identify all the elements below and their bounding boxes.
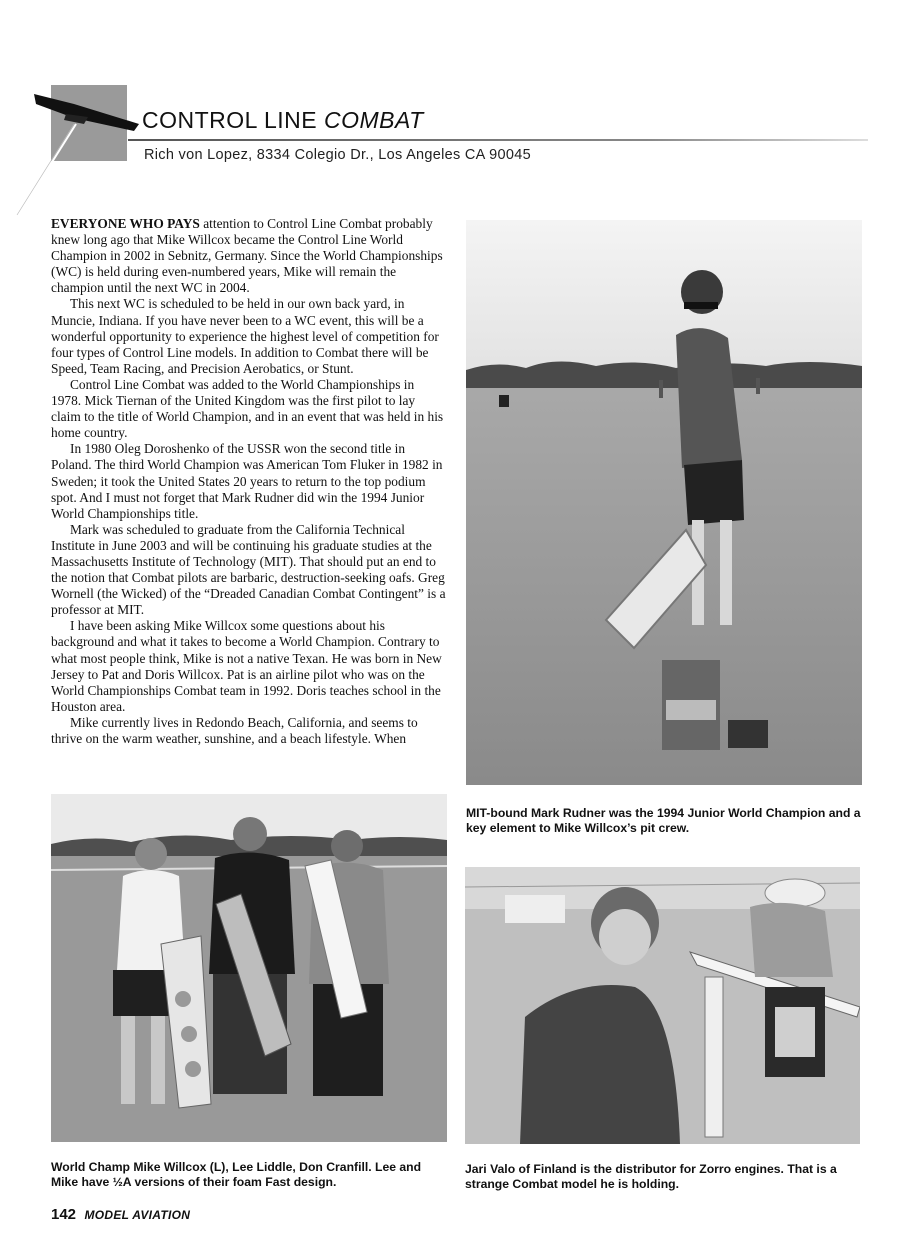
page-footer (51, 1206, 190, 1224)
caption-rudner: MIT-bound Mark Rudner was the 1994 Junior World Champion and a key element to Mike Willcox’s pit crew. (466, 806, 861, 835)
photo-trio (51, 794, 447, 1142)
section-title (142, 107, 424, 134)
article-paragraph: Mark was scheduled to graduate from the California Technical Institute in June 2003 and will be continuing his graduate studies at the Massachusetts Institute of Technology (MIT). That should put an end to the notion that Combat pilots are barbaric, destruction-seeking oafs. Greg Wornell (the Wicked) of the “Dreaded Canadian Combat Contingent” is a professor at MIT. (51, 521, 446, 618)
article-paragraph: Control Line Combat was added to the World Championships in 1978. Mick Tiernan of the United Kingdom was the first pilot to lay claim to the title of World Champion, and in an event that was held in his home country. (51, 376, 444, 441)
byline: Rich von Lopez, 8334 Colegio Dr., Los Angeles CA 90045 (144, 147, 532, 163)
article-paragraph: Mike currently lives in Redondo Beach, California, and seems to thrive on the warm weather, sunshine, and a beach lifestyle. When (51, 714, 418, 746)
caption-trio: World Champ Mike Willcox (L), Lee Liddle, Don Cranfill. Lee and Mike have ½A versions of their foam Fast design. (51, 1160, 422, 1189)
section-title-italic: COMBAT (324, 107, 424, 133)
lead-caps: EVERYONE WHO PAYS (51, 216, 200, 231)
caption-valo: Jari Valo of Finland is the distributor for Zorro engines. That is a strange Combat model he is holding. (465, 1162, 837, 1191)
title-rule (128, 139, 868, 141)
magazine-name: MODEL AVIATION (84, 1208, 191, 1222)
section-title-main: CONTROL LINE (142, 107, 318, 133)
article-body (51, 216, 446, 747)
combat-plane-icon (14, 84, 144, 219)
photo-jari-valo (465, 867, 860, 1144)
photo-mark-rudner (466, 220, 862, 785)
page-number: 142 (51, 1206, 77, 1223)
article-paragraph-lead (51, 216, 446, 296)
lead-rest: attention to Control Line Combat probably knew long ago that Mike Willcox became the Control Line World Champion in 2002 in Sebnitz, Germany. Since the World Championships (WC) is held during even-numbered years, Mike will remain the champion until the next WC in 2004. (51, 216, 443, 296)
article-paragraph: This next WC is scheduled to be held in our own back yard, in Muncie, Indiana. If you have never been to a WC event, this will be a wonderful opportunity to experience the highest level of competition for four types of Control Line models. In addition to Combat there will be Speed, Team Racing, and Precision Aerobatics, or Stunt. (51, 296, 439, 376)
article-paragraph: In 1980 Oleg Doroshenko of the USSR won the second title in Poland. The third World Champion was American Tom Fluker in 1982 in Sweden; it took the United States 20 years to return to the top podium spot. And I must not forget that Mark Rudner did win the 1994 Junior World Championships title. (51, 441, 443, 521)
article-paragraph: I have been asking Mike Willcox some questions about his background and what it takes to become a World Champion. Contrary to what most people think, Mike is not a native Texan. He was born in New Jersey to Pat and Doris Willcox. Pat is an airline pilot who was on the World Championships Combat team in 1992. Doris teaches school in the Houston area. (51, 618, 442, 714)
